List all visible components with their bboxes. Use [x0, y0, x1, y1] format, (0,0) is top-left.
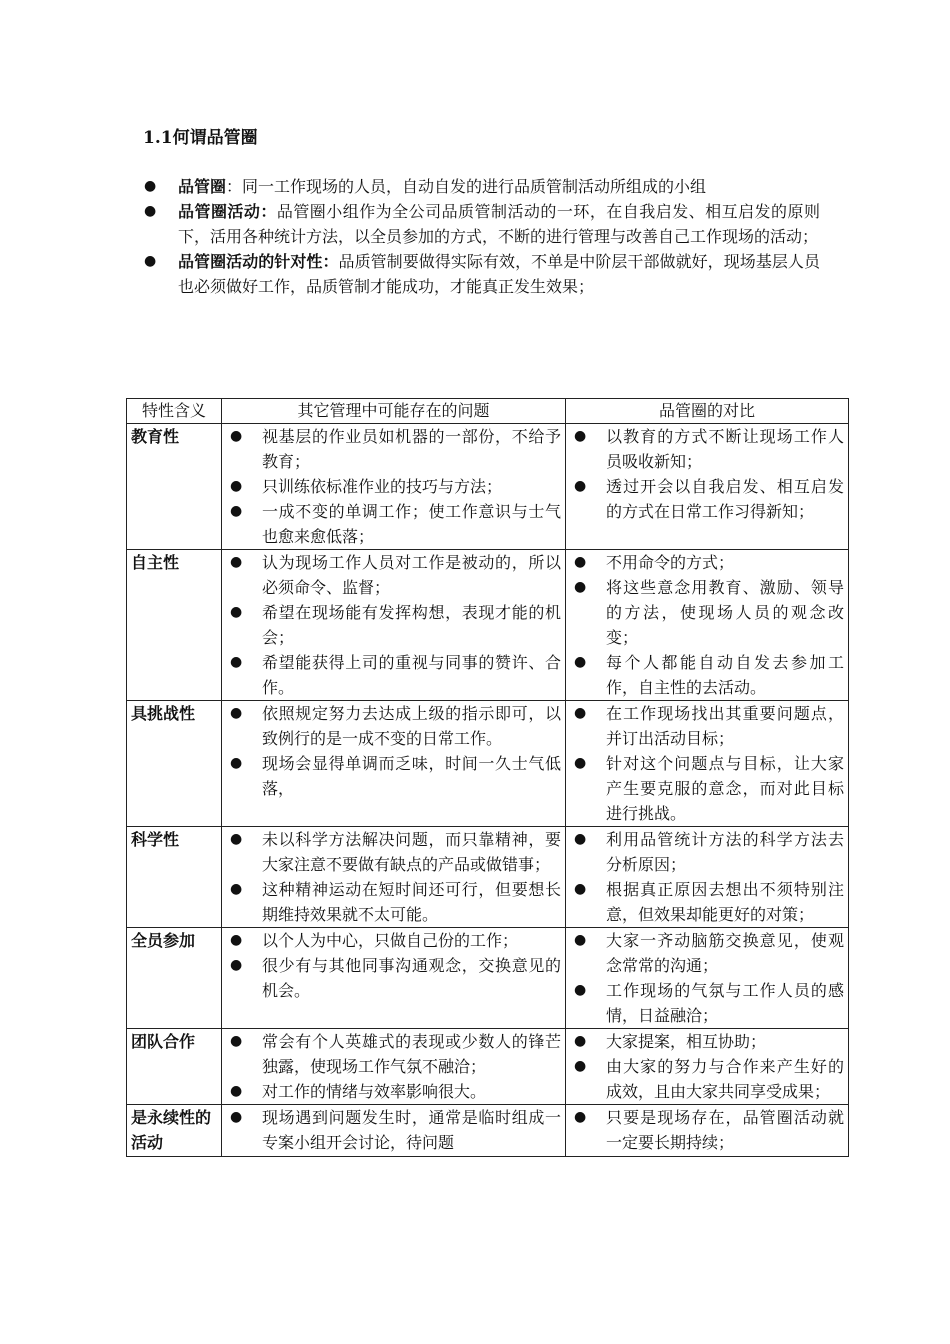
- trait-cell: [127, 424, 222, 550]
- bullet-icon: ●: [230, 705, 243, 721]
- problems-cell: [222, 701, 566, 827]
- bullet-icon: ●: [230, 503, 243, 519]
- intro-item: [140, 199, 820, 249]
- bullet-icon: ●: [230, 881, 243, 897]
- section-title: 1.1何谓品管圈: [143, 128, 258, 148]
- qcc-cell: [566, 701, 849, 827]
- bullet-icon: ●: [574, 982, 587, 998]
- item-text: 大家一齐动脑筋交换意见，使观念常常的沟通；: [606, 931, 844, 975]
- table-row: [127, 424, 849, 550]
- list-item: [570, 701, 844, 751]
- item-text: 每个人都能自动自发去参加工作，自主性的去活动。: [606, 653, 844, 697]
- bullet-icon: ●: [144, 203, 157, 219]
- trait-cell: [127, 1029, 222, 1105]
- header-qcc: 品管圈的对比: [566, 399, 849, 424]
- list-item: [226, 953, 561, 1003]
- bullet-icon: ●: [574, 1033, 587, 1049]
- intro-text: 品质管制要做得实际有效，不单是中阶层干部做就好，现场基层人员也必须做好工作，品质管制才能成功，才能真正发生效果；: [178, 252, 820, 296]
- item-text: 不用命令的方式；: [606, 553, 735, 572]
- problems-cell: [222, 550, 566, 701]
- trait-label: 具挑战性: [131, 704, 196, 723]
- bullet-icon: ●: [230, 478, 243, 494]
- item-text: 现场遇到问题发生时，通常是临时组成一专案小组开会讨论，待问题: [262, 1108, 561, 1152]
- header-problems: 其它管理中可能存在的问题: [222, 399, 566, 424]
- bullet-icon: ●: [574, 579, 587, 595]
- list-item: [226, 928, 561, 953]
- item-text: 一成不变的单调工作；使工作意识与士气也愈来愈低落；: [262, 502, 561, 546]
- bullet-icon: ●: [230, 1109, 243, 1125]
- bullet-icon: ●: [230, 1083, 243, 1099]
- list-item: [226, 650, 561, 700]
- item-text: 只要是现场存在，品管圈活动就一定要长期持续；: [606, 1108, 844, 1152]
- qcc-cell: [566, 424, 849, 550]
- trait-cell: [127, 827, 222, 928]
- intro-sep: ：: [226, 177, 243, 196]
- item-text: 将这些意念用教育、激励、领导的方法，使现场人员的观念改变；: [606, 578, 844, 647]
- bullet-icon: ●: [574, 654, 587, 670]
- list-item: [226, 1029, 561, 1079]
- list-item: [570, 650, 844, 700]
- bullet-icon: ●: [230, 604, 243, 620]
- item-text: 只训练依标准作业的技巧与方法；: [262, 477, 503, 496]
- bullet-icon: ●: [144, 253, 157, 269]
- list-item: [226, 424, 561, 474]
- list-item: [570, 928, 844, 978]
- qcc-cell: [566, 928, 849, 1029]
- table-row: [127, 827, 849, 928]
- item-text: 透过开会以自我启发、相互启发的方式在日常工作习得新知；: [606, 477, 844, 521]
- list-item: [226, 701, 561, 751]
- item-text: 视基层的作业员如机器的一部份，不给予教育；: [262, 427, 561, 471]
- intro-item: [140, 249, 820, 299]
- intro-term: 品管圈: [178, 177, 227, 196]
- item-text: 常会有个人英雄式的表现或少数人的锋芒独露，使现场工作气氛不融洽；: [262, 1032, 561, 1076]
- item-text: 根据真正原因去想出不须特别注意，但效果却能更好的对策；: [606, 880, 844, 924]
- bullet-icon: ●: [574, 932, 587, 948]
- bullet-icon: ●: [230, 831, 243, 847]
- intro-list: [140, 174, 820, 299]
- item-text: 利用品管统计方法的科学方法去分析原因；: [606, 830, 844, 874]
- trait-label: 是永续性的活动: [131, 1108, 212, 1152]
- list-item: [226, 1105, 561, 1155]
- item-text: 未以科学方法解决问题，而只靠精神，要大家注意不要做有缺点的产品或做错事；: [262, 830, 561, 874]
- bullet-icon: ●: [230, 654, 243, 670]
- bullet-icon: ●: [574, 478, 587, 494]
- intro-item: [140, 174, 820, 199]
- item-text: 以个人为中心，只做自己份的工作；: [262, 931, 519, 950]
- table-header-row: [127, 399, 849, 424]
- bullet-icon: ●: [574, 755, 587, 771]
- intro-text: 品管圈小组作为全公司品质管制活动的一环，在自我启发、相互启发的原则下，活用各种统计方法，以全员参加的方式，不断的进行管理与改善自己工作现场的活动；: [178, 202, 820, 246]
- item-text: 现场会显得单调而乏味，时间一久士气低落，: [262, 754, 561, 798]
- list-item: [226, 499, 561, 549]
- trait-cell: [127, 550, 222, 701]
- bullet-icon: ●: [144, 178, 157, 194]
- qcc-cell: [566, 1029, 849, 1105]
- intro-text: 同一工作现场的人员，自动自发的进行品质管制活动所组成的小组: [242, 177, 707, 196]
- bullet-icon: ●: [574, 881, 587, 897]
- trait-label: 团队合作: [131, 1032, 196, 1051]
- qcc-cell: [566, 827, 849, 928]
- table-row: [127, 1029, 849, 1105]
- table-row: [127, 928, 849, 1029]
- list-item: [226, 600, 561, 650]
- list-item: [226, 550, 561, 600]
- bullet-icon: ●: [230, 932, 243, 948]
- intro-term: 品管圈活动的针对性：: [178, 252, 339, 271]
- trait-label: 全员参加: [131, 931, 196, 950]
- item-text: 针对这个问题点与目标，让大家产生要克服的意念，而对此目标进行挑战。: [606, 754, 844, 823]
- bullet-icon: ●: [574, 705, 587, 721]
- item-text: 认为现场工作人员对工作是被动的，所以必须命令、监督；: [262, 553, 561, 597]
- list-item: [570, 575, 844, 650]
- list-item: [570, 751, 844, 826]
- trait-label: 教育性: [131, 427, 180, 446]
- trait-label: 科学性: [131, 830, 180, 849]
- item-text: 依照规定努力去达成上级的指示即可，以致例行的是一成不变的日常工作。: [262, 704, 561, 748]
- list-item: [226, 1079, 561, 1104]
- list-item: [570, 1029, 844, 1054]
- list-item: [570, 474, 844, 524]
- table-row: [127, 701, 849, 827]
- trait-cell: [127, 1105, 222, 1157]
- qcc-cell: [566, 1105, 849, 1157]
- list-item: [226, 474, 561, 499]
- bullet-icon: ●: [574, 1109, 587, 1125]
- item-text: 大家提案，相互协助；: [606, 1032, 767, 1051]
- problems-cell: [222, 827, 566, 928]
- list-item: [570, 827, 844, 877]
- item-text: 这种精神运动在短时间还可行，但要想长期维持效果就不太可能。: [262, 880, 561, 924]
- item-text: 希望在现场能有发挥构想，表现才能的机会；: [262, 603, 561, 647]
- bullet-icon: ●: [574, 831, 587, 847]
- list-item: [226, 827, 561, 877]
- list-item: [570, 550, 844, 575]
- list-item: [570, 1105, 844, 1155]
- item-text: 很少有与其他同事沟通观念，交换意见的机会。: [262, 956, 561, 1000]
- trait-label: 自主性: [131, 553, 180, 572]
- problems-cell: [222, 424, 566, 550]
- bullet-icon: ●: [230, 428, 243, 444]
- problems-cell: [222, 928, 566, 1029]
- item-text: 在工作现场找出其重要问题点，并订出活动目标；: [606, 704, 844, 748]
- bullet-icon: ●: [574, 428, 587, 444]
- item-text: 以教育的方式不断让现场工作人员吸收新知；: [606, 427, 844, 471]
- item-text: 希望能获得上司的重视与同事的赞许、合作。: [262, 653, 561, 697]
- bullet-icon: ●: [230, 755, 243, 771]
- problems-cell: [222, 1105, 566, 1157]
- qcc-cell: [566, 550, 849, 701]
- bullet-icon: ●: [230, 957, 243, 973]
- list-item: [226, 751, 561, 801]
- item-text: 由大家的努力与合作来产生好的成效，且由大家共同享受成果；: [606, 1057, 844, 1101]
- item-text: 对工作的情绪与效率影响很大。: [262, 1082, 487, 1101]
- bullet-icon: ●: [230, 554, 243, 570]
- trait-cell: [127, 701, 222, 827]
- header-trait: 特性含义: [127, 399, 222, 424]
- bullet-icon: ●: [230, 1033, 243, 1049]
- list-item: [570, 1054, 844, 1104]
- intro-term: 品管圈活动：: [178, 202, 277, 221]
- bullet-icon: ●: [574, 1058, 587, 1074]
- problems-cell: [222, 1029, 566, 1105]
- comparison-table: [126, 398, 849, 1157]
- list-item: [570, 978, 844, 1028]
- table-row: [127, 1105, 849, 1157]
- item-text: 工作现场的气氛与工作人员的感情，日益融洽；: [606, 981, 844, 1025]
- list-item: [226, 877, 561, 927]
- table-row: [127, 550, 849, 701]
- bullet-icon: ●: [574, 554, 587, 570]
- list-item: [570, 424, 844, 474]
- list-item: [570, 877, 844, 927]
- trait-cell: [127, 928, 222, 1029]
